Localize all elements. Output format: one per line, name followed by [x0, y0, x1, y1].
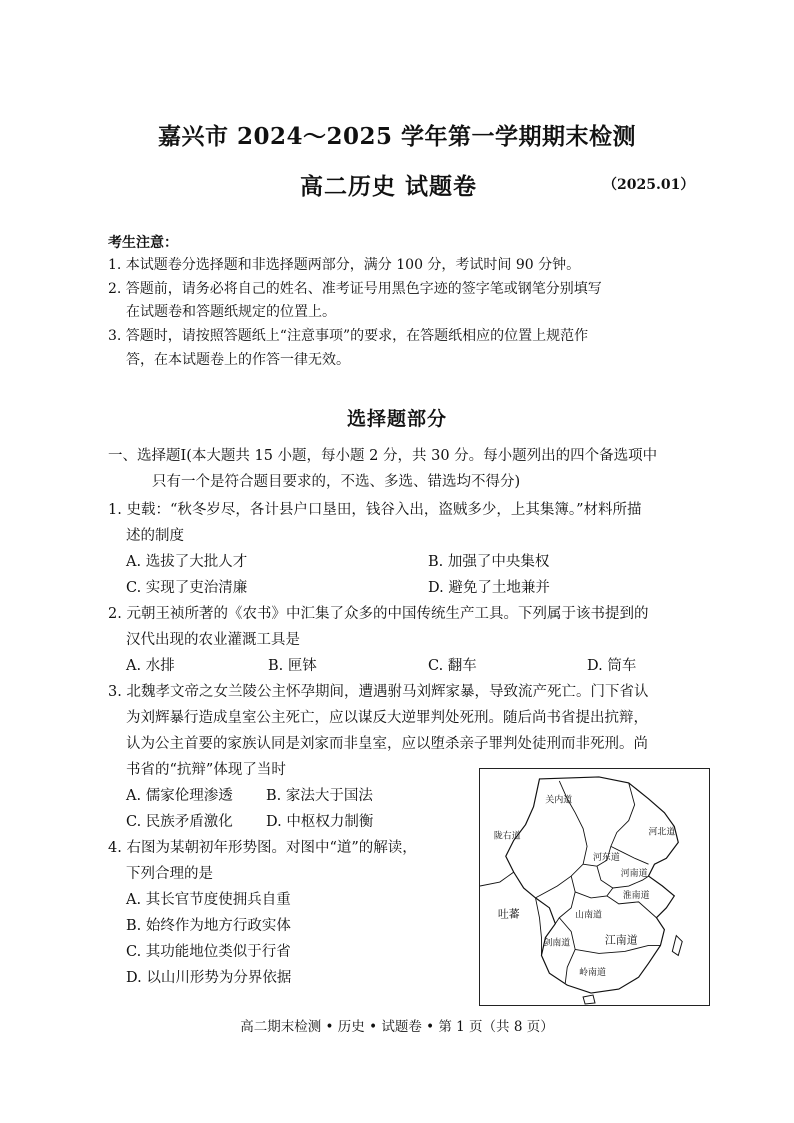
question-2-option-a[interactable]: A. 水排: [126, 658, 175, 674]
section-title: 选择题部分: [346, 408, 447, 430]
map-label-hedong: 河东道: [593, 853, 620, 864]
question-3-option-b[interactable]: B. 家法大于国法: [266, 788, 373, 804]
question-3-option-d[interactable]: D. 中枢权力制衡: [266, 814, 374, 830]
question-2-stem: 2. 元朝王祯所著的《农书》中汇集了众多的中国传统生产工具。下列属于该书提到的: [108, 606, 649, 622]
question-1-stem: 1. 史载：“秋冬岁尽，各计县户口垦田，钱谷入出，盗贼多少，上其集簿。”材料所描: [108, 502, 642, 518]
boundary-line: [575, 945, 660, 953]
tang-circuits-map: [479, 768, 710, 1006]
question-2-option-b[interactable]: B. 匣钵: [268, 658, 317, 674]
exam-title: 嘉兴市 2024～2025 学年第一学期期末检测: [157, 123, 637, 150]
map-label-longyou: 陇右道: [493, 831, 521, 842]
question-3-stem: 书省的“抗辩”体现了当时: [126, 762, 286, 778]
map-label-jiannan: 剑南道: [543, 938, 571, 949]
question-1-option-d[interactable]: D. 避免了土地兼并: [428, 580, 550, 596]
notice-heading: 考生注意：: [108, 235, 178, 251]
question-4-stem: 下列合理的是: [126, 866, 213, 882]
boundary-line: [555, 876, 575, 924]
exam-subtitle: 高二历史 试题卷: [300, 173, 478, 200]
map-label-shannan: 山南道: [575, 910, 602, 921]
island-outline: [583, 995, 595, 1004]
boundary-line: [559, 918, 575, 983]
question-4-option-c[interactable]: C. 其功能地位类似于行省: [126, 944, 291, 960]
question-3-option-a[interactable]: A. 儒家伦理渗透: [126, 788, 233, 804]
notice-line: 1. 本试题卷分选择题和非选择题两部分，满分 100 分，考试时间 90 分钟。: [108, 257, 581, 273]
exam-date: （2025.01）: [603, 177, 695, 193]
question-2-option-c[interactable]: C. 翻车: [428, 658, 477, 674]
question-1-stem: 述的制度: [126, 528, 184, 544]
question-3-stem: 3. 北魏孝文帝之女兰陵公主怀孕期间，遭遇驸马刘辉家暴，导致流产死亡。门下省认: [108, 684, 649, 700]
empire-outline: [506, 777, 678, 993]
question-1-option-c[interactable]: C. 实现了吏治清廉: [126, 580, 248, 596]
map-label-henan: 河南道: [620, 869, 648, 880]
boundary-line: [480, 872, 514, 886]
map-svg: [480, 769, 709, 1005]
question-3-stem: 为刘辉暴行造成皇室公主死亡，应以谋反大逆罪判处死刑。随后尚书省提出抗辩，: [126, 710, 648, 726]
boundary-line: [536, 898, 542, 955]
map-label-hebei: 河北道: [648, 827, 676, 838]
page-footer: 高二期末检测 • 历史 • 试题卷 • 第 1 页（共 8 页）: [240, 1019, 554, 1035]
notice-line: 答，在本试题卷上的作答一律无效。: [126, 352, 350, 368]
question-4-stem: 4. 右图为某朝初年形势图。对图中“道”的解读，: [108, 840, 417, 856]
notice-line: 3. 答题时，请按照答题纸上“注意事项”的要求，在答题纸相应的位置上规范作: [108, 328, 589, 344]
notice-line: 2. 答题前，请务必将自己的姓名、准考证号用黑色字迹的签字笔或钢笔分别填写: [108, 281, 602, 297]
notice-line: 在试题卷和答题纸规定的位置上。: [126, 304, 336, 320]
map-label-jiangnan: 江南道: [604, 933, 638, 947]
part-instruction: 一、选择题Ⅰ(本大题共 15 小题，每小题 2 分，共 30 分。每小题列出的四个备选项中: [108, 448, 658, 464]
map-label-huainan: 淮南道: [622, 890, 650, 901]
map-label-lingnan: 岭南道: [579, 968, 606, 979]
question-4-option-b[interactable]: B. 始终作为地方行政实体: [126, 918, 291, 934]
question-2-option-d[interactable]: D. 筒车: [587, 658, 637, 674]
map-label-tubo: 吐蕃: [497, 907, 520, 921]
question-4-option-a[interactable]: A. 其长官节度使拥兵自重: [126, 892, 291, 908]
question-1-option-a[interactable]: A. 选拔了大批人才: [126, 554, 248, 570]
question-3-option-c[interactable]: C. 民族矛盾激化: [126, 814, 233, 830]
question-3-stem: 认为公主首要的家族认同是刘家而非皇室，应以堕杀亲子罪判处徒刑而非死刑。尚: [126, 736, 648, 752]
question-1-option-b[interactable]: B. 加强了中央集权: [428, 554, 550, 570]
map-label-guannei: 关内道: [545, 795, 573, 806]
question-4-option-d[interactable]: D. 以山川形势为分界依据: [126, 970, 292, 986]
part-instruction: 只有一个是符合题目要求的，不选、多选、错选均不得分): [152, 474, 521, 490]
question-2-stem: 汉代出现的农业灌溉工具是: [126, 632, 300, 648]
island-outline: [672, 936, 682, 956]
